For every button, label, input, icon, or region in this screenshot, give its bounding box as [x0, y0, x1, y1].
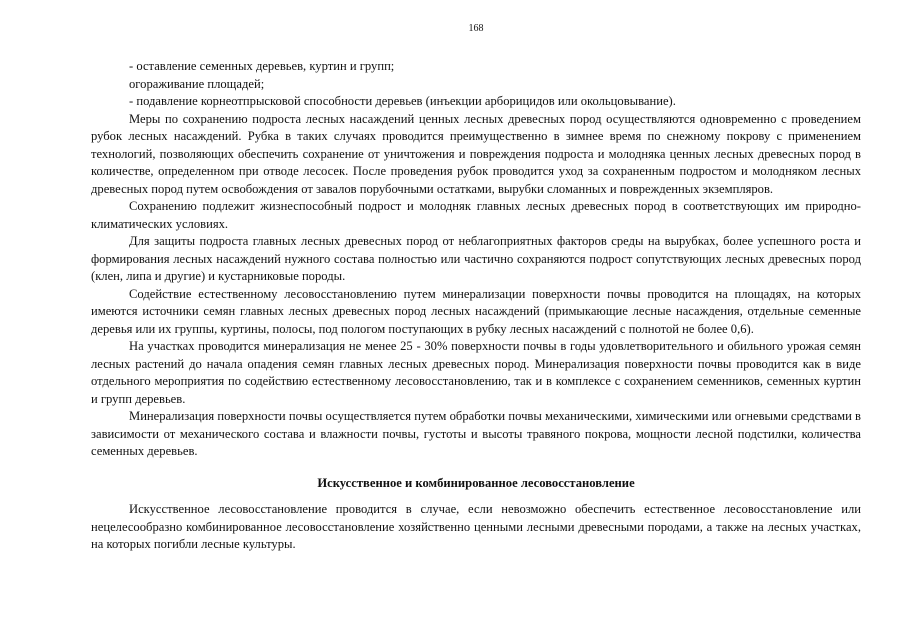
paragraph: Содействие естественному лесовосстановлению путем минерализации поверхности почвы проводится на площадях, на которых имеются источники семян главных лесных древесных пород лесных насаждений (примыкающие лесные насаждения, отдельные семенные деревья или их группы, куртины, полосы, под пологом поступающих в рубку лесных насаждений с полнотой не более 0,6).	[91, 286, 861, 336]
paragraph: Минерализация поверхности почвы осуществляется путем обработки почвы механическими, химическими или огневыми средствами в зависимости от механического состава и влажности почвы, густоты и высоты травяного покрова, мощности лесной подстилки, количества семенных деревьев.	[91, 409, 861, 458]
list-item: - оставление семенных деревьев, куртин и групп;	[129, 59, 395, 73]
paragraph: Сохранению подлежит жизнеспособный подрост и молодняк главных лесных древесных пород в соответствующих им природно-климатических условиях.	[91, 199, 861, 231]
paragraph: Меры по сохранению подроста лесных насаждений ценных лесных древесных пород осуществляются одновременно с проведением рубок лесных насаждений. Рубка в таких случаях проводится преимущественно в зимнее время по снежному покрову с применением технологий, позволяющих обеспечить сохранение от уничтожения и повреждения подроста и молодняка ценных лесных древесных пород в количестве, определенном при отводе лесосек. После проведения рубок проводится уход за сохраненным подростом и молодняком лесных древесных пород путем освобождения от завалов порубочными остатками, вырубки сломанных и поврежденных экземпляров.	[91, 111, 861, 196]
page-number: 168	[468, 23, 484, 34]
paragraph: Для защиты подроста главных лесных древесных пород от неблагоприятных факторов среды на вырубках, более успешного роста и формирования лесных насаждений нужного состава полностью или частично сохраняются подрост сопутствующих лесных древесных пород (клен, липа и другие) и кустарниковые породы.	[91, 234, 861, 283]
section-heading: Искусственное и комбинированное лесовосстановление	[317, 475, 635, 490]
list-item: - подавление корнеотпрысковой способности деревьев (инъекции арборицидов или окольцовывание).	[129, 94, 676, 108]
document-page	[91, 0, 861, 554]
paragraph: Искусственное лесовосстановление проводится в случае, если невозможно обеспечить естественное лесовосстановление или нецелесообразно комбинированное лесовосстановление хозяйственно ценными лесными древесными породами, а также на лесных участках, на которых погибли лесные культуры.	[91, 502, 861, 551]
list-item: огораживание площадей;	[129, 76, 265, 91]
paragraph: На участках проводится минерализация не менее 25 - 30% поверхности почвы в годы удовлетворительного и обильного урожая семян лесных растений до начала опадения семян главных лесных древесных пород. Минерализация поверхности почвы проводится как в виде отдельного мероприятия по содействию естественному лесовосстановлению, так и в комплексе с сохранением семенников, семенных куртин и групп деревьев.	[91, 339, 861, 406]
